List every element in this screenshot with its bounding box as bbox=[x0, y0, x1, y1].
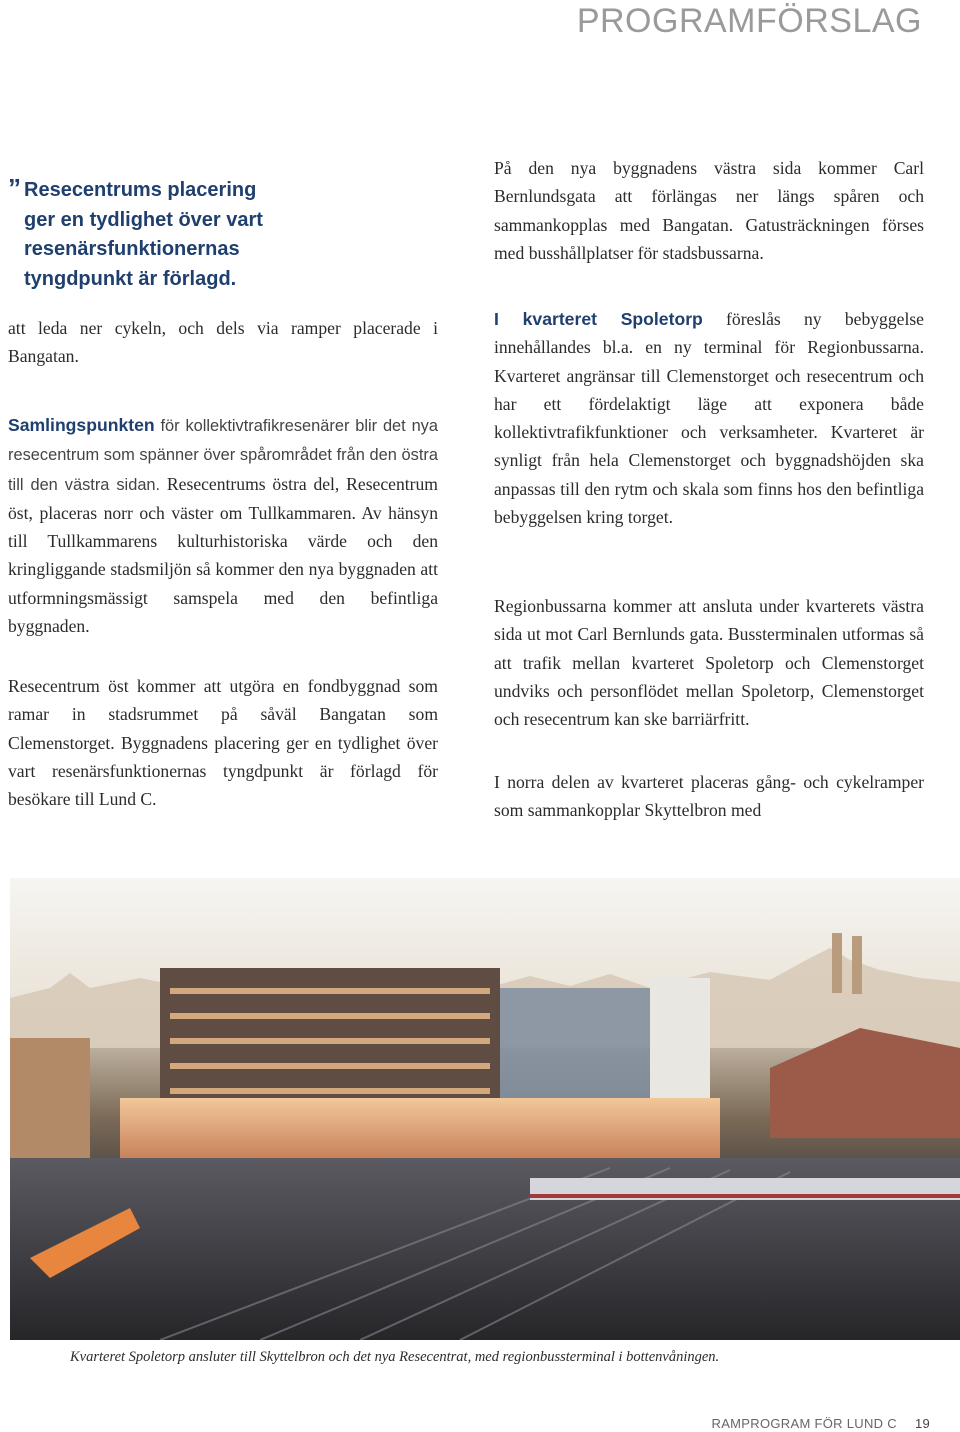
quote-mark-icon: ” bbox=[8, 173, 21, 203]
footer-label: RAMPROGRAM FÖR LUND C bbox=[711, 1416, 897, 1431]
paragraph: Regionbussarna kommer att ansluta under kvarterets västra sida ut mot Carl Bernlunds gata. Bussterminalen utformas så att trafik mellan kvarteret Spoletorp och Clemenstorget undviks och personflödet mellan Spoletorp, Clemenstorget och resecentrum kan ske barriärfritt. bbox=[494, 596, 924, 730]
architectural-rendering bbox=[10, 878, 960, 1340]
paragraph: att leda ner cykeln, och dels via ramper placerade i Bangatan. bbox=[8, 318, 438, 367]
image-caption: Kvarteret Spoletorp ansluter till Skyttelbron och det nya Resecentrat, med regionbussterminal i bottenvåningen. bbox=[70, 1349, 720, 1365]
quote-line: tyngdpunkt är förlagd. bbox=[24, 267, 237, 290]
paragraph: I norra delen av kvarteret placeras gång- och cykelramper som sammankopplar Skyttelbron med bbox=[494, 772, 924, 821]
quote-line: resenärsfunktionernas bbox=[24, 238, 240, 260]
quote-line: Resecentrums placering bbox=[24, 179, 257, 201]
paragraph-lead: I kvarteret Spoletorp bbox=[494, 309, 703, 329]
page-title: PROGRAMFÖRSLAG bbox=[576, 2, 922, 40]
paragraph-samlingspunkten: Samlingspunkten för kollektivtrafikresenärer blir det nya resecentrum som spänner över spårområdet från den östra till den västra sidan. Resecentrums östra del, Resecentrum öst, placeras norr och väster om Tullkammaren. Av hänsyn till Tullkammarens kulturhistoriska värde och den kringliggande stadsmiljön så kommer den nya byggnaden att utformningsmässigt samspela med den befintliga byggnaden. bbox=[8, 415, 438, 637]
page-number: 19 bbox=[914, 1416, 930, 1431]
paragraph: På den nya byggnadens västra sida kommer Carl Bernlundsgata att förlängas ner längs spåren och sammankopplas med Bangatan. Gatusträckningen förses med busshållplatser för stadsbussarna. bbox=[494, 158, 924, 263]
page-footer bbox=[712, 1416, 930, 1431]
paragraph: Resecentrum öst kommer att utgöra en fondbyggnad som ramar in stadsrummet på såväl Bangatan som Clemenstorget. Byggnadens placering ger en tydlighet över vart resenärsfunktionernas tyngdpunkt är förlagd för besökare till Lund C. bbox=[8, 676, 438, 810]
paragraph-spoletorp: I kvarteret Spoletorp föreslås ny bebyggelse innehållandes bl.a. en ny terminal för Regionbussarna. Kvarteret angränsar till Clemenstorget och resecentrum och har ett fördelaktigt läge att exponera både kollektivtrafikfunktioner och verksamheter. Kvarteret är synligt från hela Clemenstorget och byggnadshöjden ska anpassas till den rytm och skala som finns hos den befintliga bebyggelsen kring torget. bbox=[494, 309, 924, 528]
pull-quote bbox=[8, 173, 298, 294]
quote-line: ger en tydlighet över vart bbox=[24, 208, 263, 231]
paragraph-lead: Samlingspunkten bbox=[8, 415, 155, 435]
